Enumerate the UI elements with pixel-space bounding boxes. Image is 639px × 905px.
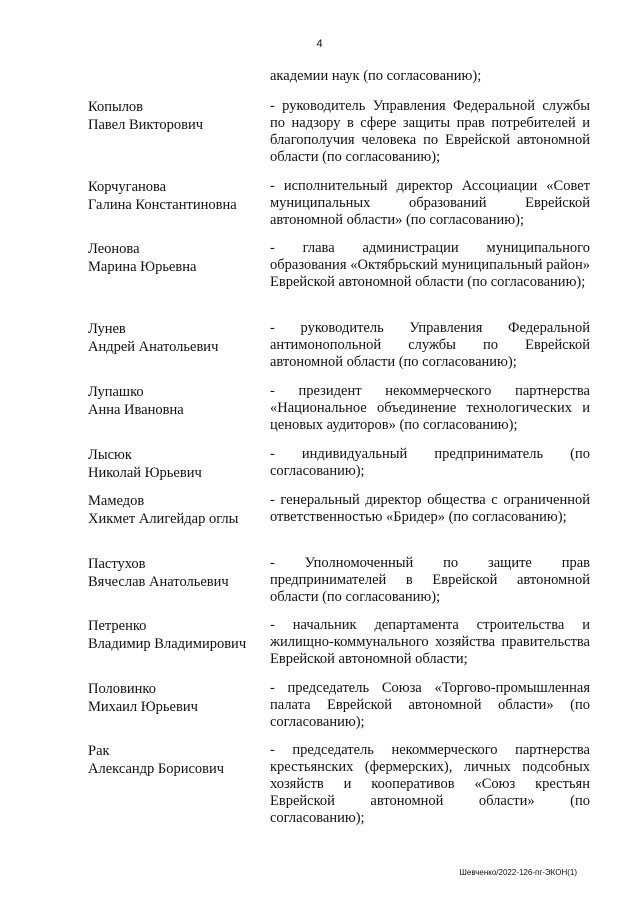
member-position: - индивидуальный предприниматель (по согласованию); <box>270 446 590 479</box>
member-given-names: Хикмет Алигейдар оглы <box>88 511 239 527</box>
member-position: - глава администрации муниципального образования «Октябрьский муниципальный район» Еврейской автономной области (по согласованию); <box>270 240 590 290</box>
page-number: 4 <box>316 38 323 50</box>
member-surname: Корчуганова <box>88 179 167 195</box>
member-name <box>88 320 268 356</box>
member-position: - руководитель Управления Федеральной службы по надзору в сфере защиты прав потребителей и благополучия человека по Еврейской автономной области (по согласованию); <box>270 98 590 165</box>
member-position: - председатель Союза «Торгово-промышленная палата Еврейской автономной области» (по согласованию); <box>270 680 590 730</box>
member-given-names: Александр Борисович <box>88 761 225 777</box>
member-surname: Леонова <box>88 241 140 257</box>
member-surname: Половинко <box>88 681 156 697</box>
member-position: - Уполномоченный по защите прав предпринимателей в Еврейской автономной области (по согласованию); <box>270 555 590 605</box>
member-name <box>88 383 268 419</box>
member-position: - начальник департамента строительства и жилищно-коммунального хозяйства правительства Еврейской автономной области; <box>270 617 590 667</box>
member-position: - исполнительный директор Ассоциации «Совет муниципальных образований Еврейской автономной области» (по согласованию); <box>270 178 590 228</box>
member-given-names: Николай Юрьевич <box>88 465 202 481</box>
member-name <box>88 555 268 591</box>
member-surname: Лысюк <box>88 447 132 463</box>
member-surname: Копылов <box>88 99 144 115</box>
member-name <box>88 680 268 716</box>
member-given-names: Андрей Анатольевич <box>88 339 219 355</box>
member-surname: Лунев <box>88 321 126 337</box>
member-surname: Петренко <box>88 618 147 634</box>
member-name <box>88 742 268 778</box>
member-name <box>88 617 268 653</box>
member-position: - генеральный директор общества с ограниченной ответственностью «Бридер» (по согласованию); <box>270 492 590 525</box>
member-name <box>88 446 268 482</box>
member-given-names: Марина Юрьевна <box>88 259 197 275</box>
member-given-names: Павел Викторович <box>88 117 204 133</box>
member-surname: Пастухов <box>88 556 146 572</box>
member-surname: Мамедов <box>88 493 145 509</box>
document-reference-footer: Шевченко/2022-126-пг-ЭКОН(1) <box>459 868 577 877</box>
member-given-names: Анна Ивановна <box>88 402 184 418</box>
member-position: - руководитель Управления Федеральной антимонопольной службы по Еврейской автономной области (по согласованию); <box>270 320 590 370</box>
member-given-names: Вячеслав Анатольевич <box>88 574 229 590</box>
member-given-names: Галина Константиновна <box>88 197 237 213</box>
member-name <box>88 98 268 134</box>
member-given-names: Михаил Юрьевич <box>88 699 198 715</box>
member-name <box>88 240 268 276</box>
member-name <box>88 492 268 528</box>
member-position: - президент некоммерческого партнерства «Национальное объединение технологических и ценовых аудиторов» (по согласованию); <box>270 383 590 433</box>
continuation-text: академии наук (по согласованию); <box>270 68 482 84</box>
member-given-names: Владимир Владимирович <box>88 636 247 652</box>
member-position: - председатель некоммерческого партнерства крестьянских (фермерских), личных подсобных хозяйств и кооперативов «Союз крестьян Еврейской автономной области» (по согласованию); <box>270 742 590 826</box>
member-name <box>88 178 268 214</box>
member-surname: Рак <box>88 743 110 759</box>
member-surname: Лупашко <box>88 384 144 400</box>
